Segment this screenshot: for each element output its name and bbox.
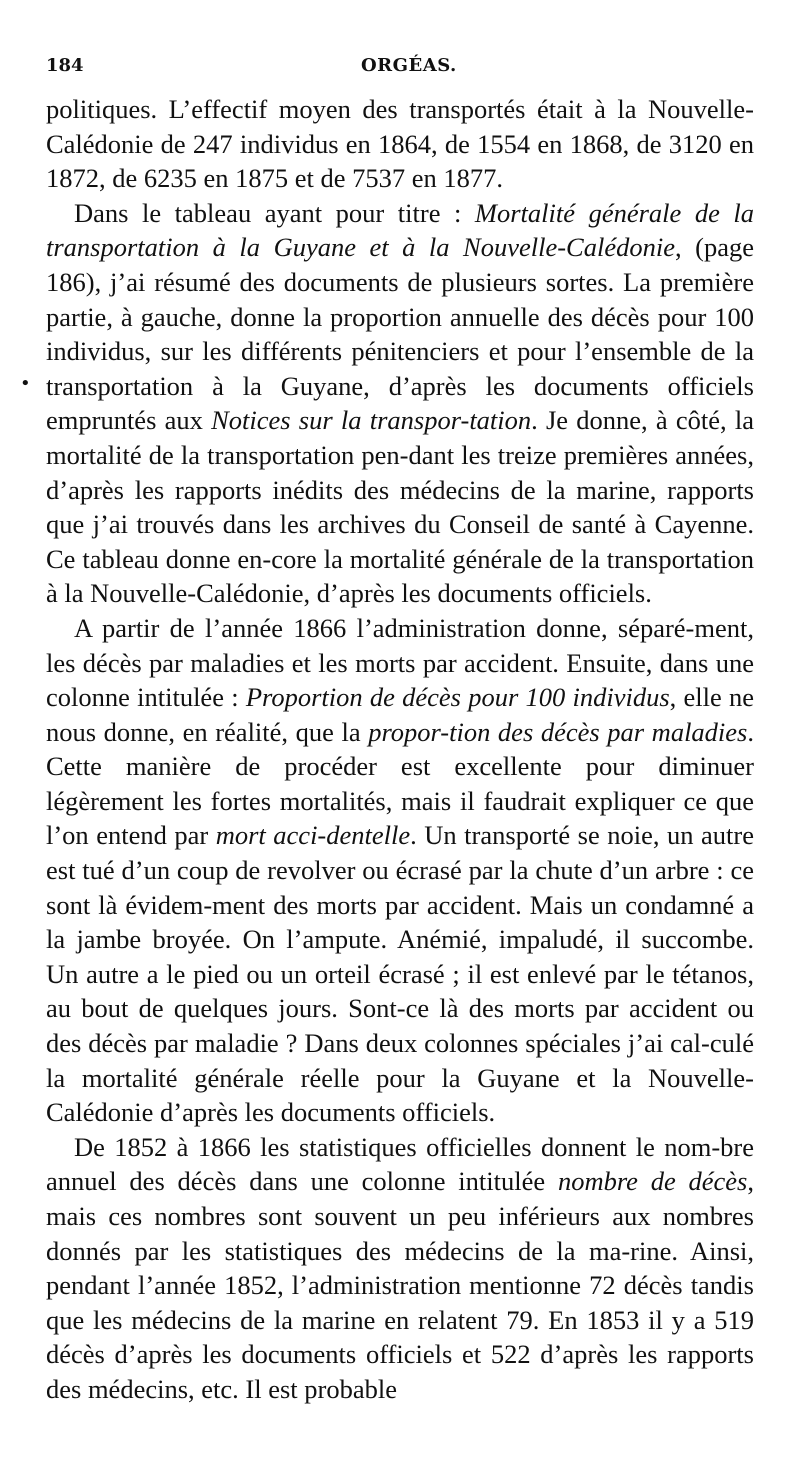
- text-segment: , mais ces nombres sont souvent un peu inférieurs aux nombres donnés par les statistiques des médecins de la ma-rine. Ainsi, pendant l’année 1852, l’administration mentionne 72 décès tandis que les médecins de la marine en relatent 79. En 1853 il y a 519 décès d’après les documents officiels et 522 d’après les rapports des médecins, etc. Il est probable: [46, 1166, 754, 1404]
- italic-title: Mortalité générale de la transportation à la Guyane et à la Nouvelle-Calédonie: [46, 197, 754, 263]
- italic-phrase: Proportion de décès pour 100 individus: [245, 682, 670, 713]
- paragraph: [46, 1130, 754, 1407]
- italic-phrase: propor-tion des décès par maladies: [368, 716, 748, 747]
- body-text: [46, 92, 754, 1407]
- text-segment: . Cette manière de procéder est excellente pour diminuer légèrement les fortes mortalités, mais il faudrait expliquer ce que l’on entend par: [46, 716, 754, 851]
- running-head: [46, 55, 756, 81]
- italic-phrase: nombre de décès: [557, 1166, 748, 1197]
- paragraph: [46, 611, 754, 1130]
- italic-phrase: mort acci-dentelle: [215, 820, 411, 851]
- text-segment: , elle ne nous donne, en réalité, que la: [46, 682, 755, 747]
- paragraph: [46, 92, 754, 196]
- text-segment: politiques. L’effectif moyen des transportés était à la Nouvelle-Calédonie de 247 individus en 1864, de 1554 en 1868, de 3120 en 1872, de 6235 en 1875 et de 7537 en 1877.: [46, 94, 754, 194]
- text-segment: A partir de l’année 1866 l’administration donne, séparé-ment, les décès par maladies et les morts par accident. Ensuite, dans une colonne intitulée :: [46, 612, 754, 713]
- paragraph: [46, 196, 754, 611]
- text-segment: . Un transporté se noie, un autre est tué d’un coup de revolver ou écrasé par la chute d’un arbre : ce sont là évidem-ment des morts par accident. Mais un condamné a la jambe broyée. On l’ampute. Anémié, impaludé, il succombe. Un autre a le pied ou un orteil écrasé ; il est enlevé par le tétanos, au bout de quelques jours. Sont-ce là des morts par accident ou des décès par maladie ? Dans deux colonnes spéciales j’ai cal-culé la mortalité générale réelle pour la Guyane et la Nouvelle-Calédonie d’après les documents officiels.: [46, 820, 754, 1128]
- text-segment: . Je donne, à côté, la mortalité de la transportation pen-dant les treize premières années, d’après les rapports inédits des médecins de la marine, rapports que j’ai trouvés dans les archives du Conseil de santé à Cayenne. Ce tableau donne en-core la mortalité générale de la transportation à la Nouvelle-Calédonie, d’après les documents officiels.: [46, 405, 754, 609]
- text-segment: Dans le tableau ayant pour titre :: [74, 197, 475, 228]
- page-number: 184: [46, 55, 84, 76]
- running-title: ORGÉAS.: [361, 55, 457, 76]
- text-segment: , (page 186), j’ai résumé des documents de plusieurs sortes. La première partie, à gauche, donne la proportion annuelle des décès pour 100 individus, sur les différents pénitenciers et pour l’ensemble de la transportation à la Guyane, d’après les documents officiels empruntés aux: [46, 232, 754, 436]
- margin-mark: •: [20, 373, 31, 394]
- text-segment: De 1852 à 1866 les statistiques officielles donnent le nom-bre annuel des décès dans une colonne intitulée: [46, 1131, 754, 1197]
- italic-title: Notices sur la transpor-tation: [211, 405, 532, 436]
